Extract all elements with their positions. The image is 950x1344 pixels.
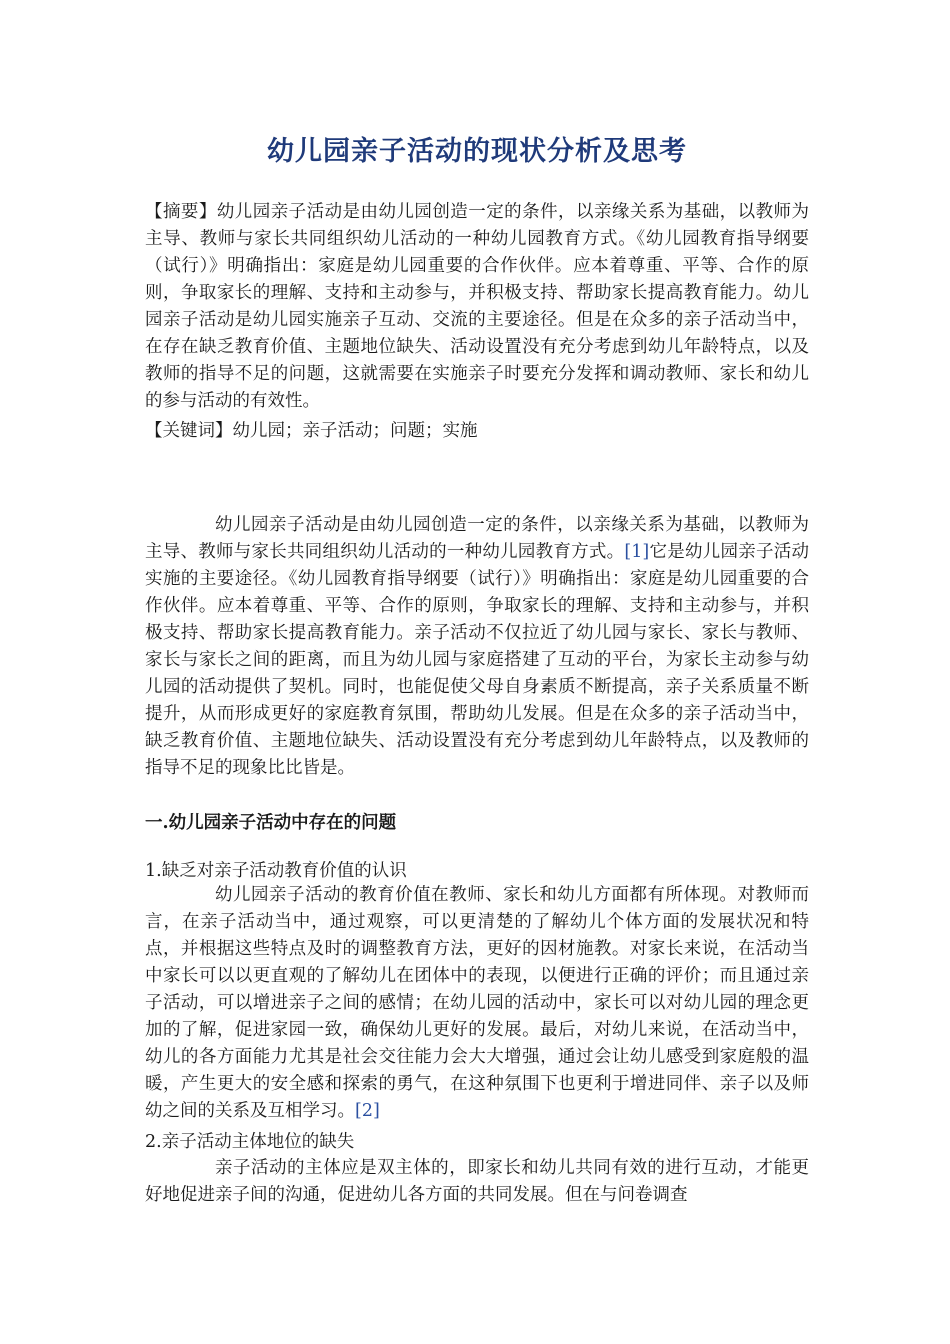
citation-link-2[interactable]: [2] — [355, 1101, 380, 1121]
subsection-body-2: 亲子活动的主体应是双主体的，即家长和幼儿共同有效的进行互动，才能更好地促进亲子间的沟通，促进幼儿各方面的共同发展。但在与问卷调查 — [145, 1158, 809, 1205]
intro-text-part2: 它是幼儿园亲子活动实施的主要途径。《幼儿园教育指导纲要（试行）》明确指出：家庭是幼儿园重要的合作伙伴。应本着尊重、平等、合作的原则，争取家长的理解、支持和主动参与，并积极支持、帮助家长提高教育能力。亲子活动不仅拉近了幼儿园与家长、家长与教师、家长与家长之间的距离，而且为幼儿园与家庭搭建了互动的平台，为家长主动参与幼儿园的活动提供了契机。同时，也能促使父母自身素质不断提高，亲子关系质量不断提升，从而形成更好的家庭教育氛围，帮助幼儿发展。但是在众多的亲子活动当中，缺乏教育价值、主题地位缺失、活动设置没有充分考虑到幼儿年龄特点，以及教师的指导不足的现象比比皆是。 — [145, 542, 810, 778]
intro-paragraph — [145, 512, 809, 782]
subsection-body-1 — [145, 882, 809, 1125]
subsection-title-1: 1.缺乏对亲子活动教育价值的认识 — [145, 861, 407, 881]
section-heading-problems: 一.幼儿园亲子活动中存在的问题 — [145, 813, 397, 833]
citation-link-1[interactable]: [1] — [624, 542, 650, 562]
document-title: 幼儿园亲子活动的现状分析及思考 — [267, 136, 687, 167]
keywords-paragraph: 【关键词】幼儿园；亲子活动；问题；实施 — [145, 421, 478, 441]
abstract-paragraph: 【摘要】幼儿园亲子活动是由幼儿园创造一定的条件，以亲缘关系为基础，以教师为主导、教师与家长共同组织幼儿活动的一种幼儿园教育方式。《幼儿园教育指导纲要（试行）》明确指出：家庭是幼儿园重要的合作伙伴。应本着尊重、平等、合作的原则，争取家长的理解、支持和主动参与，并积极支持、帮助家长提高教育能力。幼儿园亲子活动是幼儿园实施亲子互动、交流的主要途径。但是在众多的亲子活动当中，在存在缺乏教育价值、主题地位缺失、活动设置没有充分考虑到幼儿年龄特点，以及教师的指导不足的问题，这就需要在实施亲子时要充分发挥和调动教师、家长和幼儿的参与活动的有效性。 — [145, 202, 809, 411]
subsection-body-1-text: 幼儿园亲子活动的教育价值在教师、家长和幼儿方面都有所体现。对教师而言，在亲子活动当中，通过观察，可以更清楚的了解幼儿个体方面的发展状况和特点，并根据这些特点及时的调整教育方法，更好的因材施教。对家长来说，在活动当中家长可以以更直观的了解幼儿在团体中的表现，以便进行正确的评价；而且通过亲子活动，可以增进亲子之间的感情；在幼儿园的活动中，家长可以对幼儿园的理念更加的了解，促进家园一致，确保幼儿更好的发展。最后，对幼儿来说，在活动当中，幼儿的各方面能力尤其是社会交往能力会大大增强，通过会让幼儿感受到家庭般的温暖，产生更大的安全感和探索的勇气，在这种氛围下也更利于增进同伴、亲子以及师幼之间的关系及互相学习。 — [145, 885, 809, 1121]
subsection-title-2: 2.亲子活动主体地位的缺失 — [145, 1132, 355, 1152]
intro-text-part1: 幼儿园亲子活动是由幼儿园创造一定的条件，以亲缘关系为基础，以教师为主导、教师与家长共同组织幼儿活动的一种幼儿园教育方式。 — [145, 515, 809, 562]
